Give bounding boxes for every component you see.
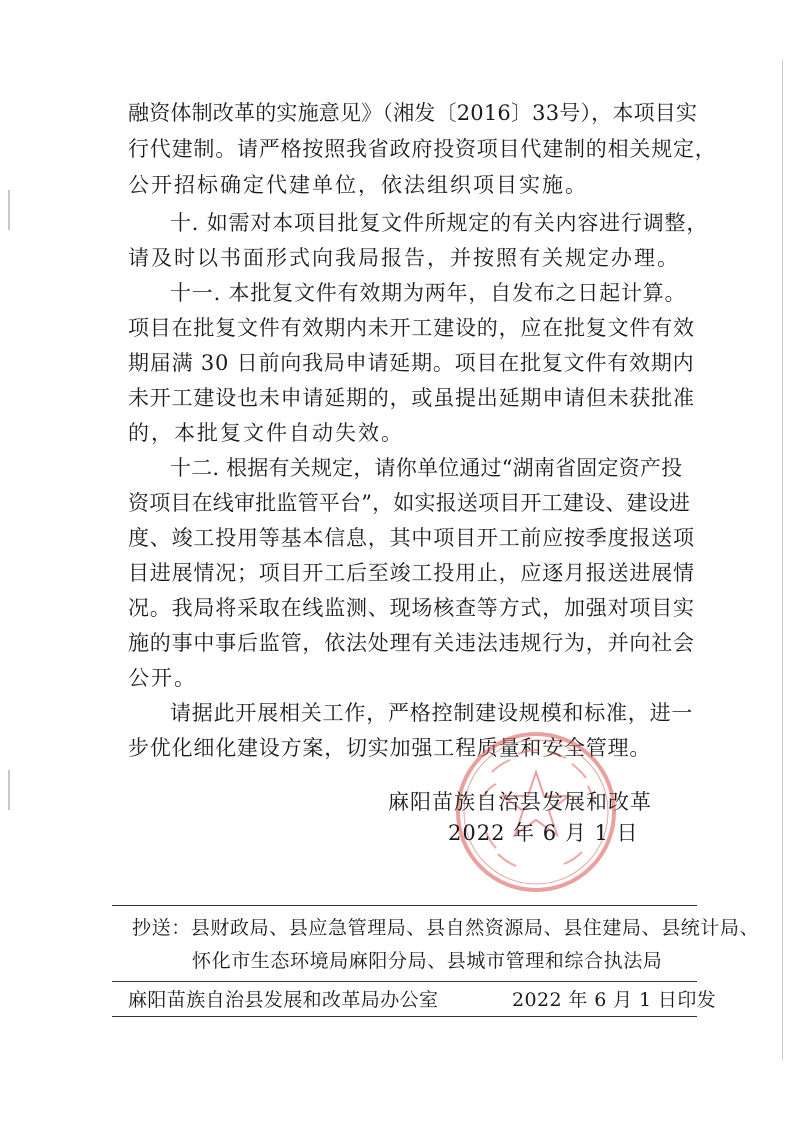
body-line-1: 融资体制改革的实施意见》（湘发〔2016〕33号），本项目实 [128,101,698,125]
scan-margin-mark [8,190,10,230]
divider-top [112,905,697,906]
signing-date: 2022 年 6 月 1 日 [448,821,639,845]
signing-organization: 麻阳苗族自治县发展和改革 [388,790,652,814]
body-line-2: 行代建制。请严格按照我省政府投资项目代建制的相关规定， [128,137,717,161]
divider-middle [112,981,697,982]
copy-to-line-2: 怀化市生态环境局麻阳分局、县城市管理和综合执法局 [192,950,663,972]
body-line-15: 况。我局将采取在线监测、现场核查等方式，加强对项目实 [128,596,695,620]
divider-bottom [112,1016,697,1017]
body-line-8: 期届满 30 日前向我局申请延期。项目在批复文件有效期内 [128,351,695,375]
body-line-14: 目进展情况；项目开工后至竣工投用止，应逐月报送进展情 [128,561,695,585]
body-line-4: 十. 如需对本项目批复文件所规定的有关内容进行调整， [170,211,709,235]
body-line-19: 步优化细化建设方案，切实加强工程质量和安全管理。 [128,736,652,760]
body-line-17: 公开。 [128,666,197,690]
body-line-7: 项目在批复文件有效期内未开工建设的，应在批复文件有效 [128,316,695,340]
body-line-13: 度、竣工投用等基本信息，其中项目开工前应按季度报送项 [128,526,695,550]
body-line-10: 的，本批复文件自动失效。 [128,421,404,445]
body-line-3: 公开招标确定代建单位，依法组织项目实施。 [128,173,588,197]
body-line-16: 施的事中事后监管，依法处理有关违法违规行为，并向社会 [128,631,695,655]
body-line-18: 请据此开展相关工作，严格控制建设规模和标准，进一 [170,701,694,725]
body-line-5: 请及时以书面形式向我局报告，并按照有关规定办理。 [128,246,680,270]
body-line-6: 十一. 本批复文件有效期为两年，自发布之日起计算。 [170,281,687,305]
body-line-11: 十二. 根据有关规定，请你单位通过“湖南省固定资产投 [170,456,683,480]
print-date: 2022 年 6 月 1 日印发 [512,989,717,1011]
copy-to-line-1: 抄送：县财政局、县应急管理局、县自然资源局、县住建局、县统计局、 [132,917,760,939]
issuing-office: 麻阳苗族自治县发展和改革局办公室 [128,989,439,1011]
body-line-9: 未开工建设也未申请延期的，或虽提出延期申请但未获批准 [128,386,695,410]
scan-right-edge [782,60,783,1060]
scan-margin-mark [8,770,10,810]
body-line-12: 资项目在线审批监管平台”，如实报送项目开工建设、建设进 [128,491,691,515]
